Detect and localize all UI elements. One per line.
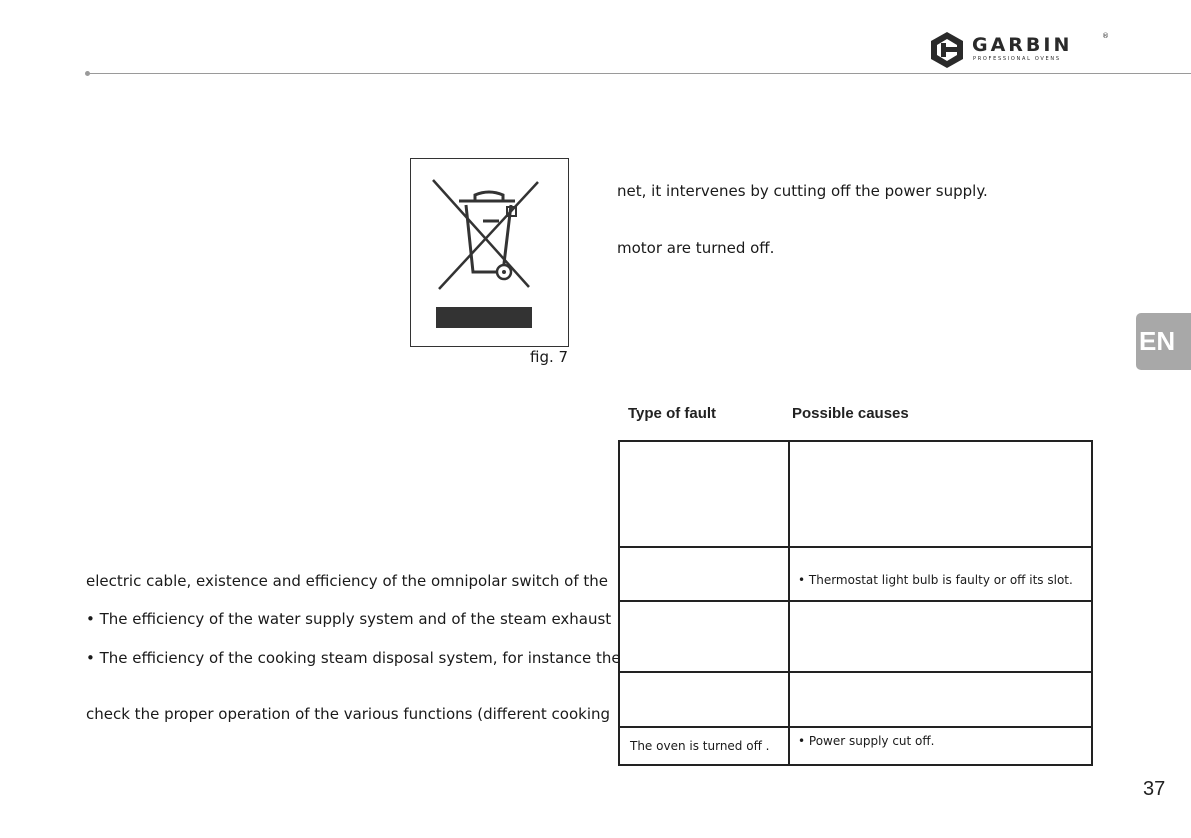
header-rule xyxy=(87,73,1191,74)
brand-tagline: PROFESSIONAL OVENS xyxy=(973,56,1061,62)
garbin-logo-icon xyxy=(928,30,966,70)
brand-logo xyxy=(928,30,1108,70)
table-cell-fault: The oven is turned off . xyxy=(630,739,770,753)
language-tab-en: EN xyxy=(1136,313,1191,370)
figure-caption: fig. 7 xyxy=(530,348,569,366)
table-divider xyxy=(788,442,790,764)
table-divider xyxy=(620,600,1091,602)
body-line: motor are turned off. xyxy=(617,239,775,257)
table-divider xyxy=(620,546,1091,548)
table-cell-cause: • Power supply cut off. xyxy=(798,734,935,748)
table-header-causes: Possible causes xyxy=(792,405,909,422)
body-line: • The efficiency of the water supply system and of the steam exhaust xyxy=(86,610,612,628)
table-divider xyxy=(620,671,1091,673)
crossed-out-wheelie-bin-icon xyxy=(411,159,568,346)
brand-name: GARBIN xyxy=(972,34,1073,56)
weee-figure xyxy=(410,158,569,347)
table-header-fault: Type of fault xyxy=(628,405,717,422)
table-cell-cause: • Thermostat light bulb is faulty or off its slot. xyxy=(798,573,1073,587)
registered-mark: ® xyxy=(1102,32,1109,40)
body-line: check the proper operation of the various functions (different cooking xyxy=(86,705,611,723)
table-divider xyxy=(620,726,1091,728)
fault-table xyxy=(618,440,1093,766)
page-number: 37 xyxy=(1143,778,1166,800)
body-line: • The efficiency of the cooking steam disposal system, for instance the xyxy=(86,649,621,667)
body-line: electric cable, existence and efficiency of the omnipolar switch of the xyxy=(86,572,609,590)
body-line: net, it intervenes by cutting off the power supply. xyxy=(617,182,988,200)
